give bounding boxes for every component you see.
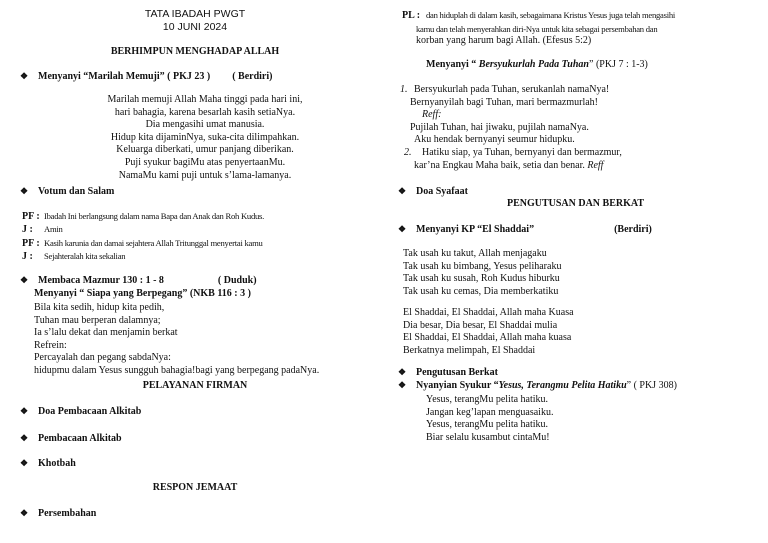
document-title: TATA IBADAH PWGT: [144, 8, 246, 20]
lyric-line: [400, 147, 622, 160]
lyric-line: NamaMu kami puji untuk s’lama-lamanya.: [118, 169, 292, 181]
song3-heading: [426, 59, 648, 72]
song2-title: Menyanyi “ Siapa yang Berpegang” (NKB 116 : 3 ): [34, 288, 251, 299]
lyric-line: Biar selalu kusambut cintaMu!: [426, 431, 550, 443]
dialog-text: Amin: [44, 224, 63, 235]
song1-heading: [20, 70, 272, 84]
diamond-bullet-icon: ❖: [20, 458, 29, 468]
verse-number: 2.: [404, 146, 412, 158]
agenda-item-doa-pembacaan: [20, 405, 141, 419]
song5-lyrics: [426, 394, 553, 444]
lyric-line: Pujilah Tuhan, hai jiwaku, pujilah namaNya.: [410, 121, 589, 133]
song5-heading: [398, 379, 677, 393]
diamond-bullet-icon: ❖: [20, 71, 29, 81]
song3-title: Bersyukurlah Pada Tuhan: [478, 59, 589, 70]
song3-prefix: Menyanyi “: [426, 59, 479, 70]
agenda-item-label: Persembahan: [38, 508, 97, 519]
lyric-line: [400, 84, 622, 97]
song1-title: Menyanyi “Marilah Memuji” ( PKJ 23 ): [38, 71, 211, 82]
agenda-item-pembacaan: [20, 432, 122, 446]
pl-line: [402, 9, 675, 23]
mazmur-posture: ( Duduk): [217, 275, 257, 286]
lyric-line: Bernyanyilah bagi Tuhan, mari bermazmurlah!: [410, 96, 599, 108]
diamond-bullet-icon: ❖: [398, 186, 407, 196]
song4-verse: [403, 248, 561, 298]
pengutusan-heading: [398, 366, 498, 380]
agenda-item-persembahan: [20, 507, 96, 521]
lyric-line: hidupmu dalam Yesus sungguh bahagia!bagi yang berpegang padaNya.: [34, 364, 320, 376]
agenda-item-label: Khotbah: [38, 458, 76, 469]
song2-lyrics: [34, 302, 319, 378]
song4-title: Menyanyi KP “El Shaddai”: [416, 224, 535, 235]
agenda-item-label: Doa Syafaat: [416, 186, 468, 197]
pl-reading: [402, 9, 675, 48]
lyric-line: Refrein:: [34, 339, 67, 351]
song1-posture: ( Berdiri): [232, 71, 273, 82]
lyric-line: Marilah memuji Allah Maha tinggi pada hari ini,: [107, 94, 303, 105]
mazmur-heading: [20, 274, 257, 288]
lyric-line: Jangan keg’lapan menguasaiku.: [426, 406, 554, 418]
section-heading-berhimpun: BERHIMPUN MENGHADAP ALLAH: [110, 46, 280, 57]
song3-suffix: ” (PKJ 7 : 1-3): [589, 59, 648, 70]
refrain-label: Reff: [587, 159, 604, 171]
song4-posture: (Berdiri): [614, 224, 652, 235]
lyric-line: Tak usah ku cemas, Dia memberkatiku: [403, 285, 559, 297]
speaker-label: J :: [22, 224, 33, 236]
lyric-line: Keluarga diberkati, umur panjang diberikan.: [116, 144, 294, 156]
diamond-bullet-icon: ❖: [20, 186, 29, 196]
section-heading-pelayanan-firman: PELAYANAN FIRMAN: [142, 380, 248, 391]
lyric-line: Bila kita sedih, hidup kita pedih,: [34, 302, 165, 313]
section-heading-respon-jemaat: RESPON JEMAAT: [152, 482, 238, 493]
refrain-label: Reff:: [422, 109, 442, 121]
lyric-line: Yesus, terangMu pelita hatiku.: [426, 419, 549, 431]
dialog-text: Sejahteralah kita sekalian: [44, 251, 126, 262]
diamond-bullet-icon: ❖: [20, 406, 29, 416]
dialog-line: [22, 223, 264, 236]
agenda-item-label: Pengutusan Berkat: [416, 367, 498, 378]
dialog-text: Ibadah Ini berlangsung dalam nama Bapa dan Anak dan Roh Kudus.: [44, 211, 265, 221]
lyric-line: Tak usah ku susah, Roh Kudus hiburku: [403, 273, 560, 285]
verse-number: 1.: [400, 84, 408, 95]
lyric-line: Dia besar, Dia besar, El Shaddai mulia: [403, 319, 558, 331]
dialog-line: [22, 210, 264, 223]
lyric-line: El Shaddai, El Shaddai, Allah maha Kuasa: [403, 307, 574, 318]
document-header: [20, 8, 370, 33]
dialog-text: Kasih karunia dan damai sejahtera Allah Tritunggal menyertai kamu: [44, 237, 263, 248]
lyric-line: Tak usah ku bimbang, Yesus peliharaku: [403, 260, 562, 272]
pl-text: dan hiduplah di dalam kasih, sebagaimana Kristus Yesus juga telah mengasihi: [426, 10, 676, 20]
lyric-line: Ia s’lalu dekat dan menjamin berkat: [34, 327, 178, 339]
diamond-bullet-icon: ❖: [398, 224, 407, 234]
lyric-line: Puji syukur bagiMu atas penyertaanMu.: [124, 156, 286, 168]
pl-text: korban yang harum bagi Allah. (Efesus 5:2): [416, 35, 592, 47]
dialog-line: [22, 250, 264, 263]
lyric-line: Yesus, terangMu pelita hatiku.: [426, 394, 549, 405]
lyric-line: Dia mengasihi umat manusia.: [145, 119, 265, 131]
agenda-item-label: Pembacaan Alkitab: [38, 433, 122, 444]
song3-lyrics: [400, 84, 622, 172]
song5-suffix: ” ( PKJ 308): [626, 380, 677, 391]
lyric-line: Aku hendak bernyanyi seumur hidupku.: [414, 134, 575, 146]
song1-lyrics: [40, 94, 370, 182]
diamond-bullet-icon: ❖: [20, 433, 29, 443]
lyric-line: El Shaddai, El Shaddai, Allah maha kuasa: [403, 332, 572, 344]
liturgy-dialog: [22, 210, 264, 264]
lyric-line: hari bahagia, karena besarlah kasih setiaNya.: [114, 106, 296, 118]
lyric-text: kar’na Engkau Maha baik, setia dan benar.: [414, 159, 585, 171]
song5-prefix: Nyanyian Syukur “: [416, 380, 499, 391]
speaker-label: PF :: [22, 211, 40, 222]
lyric-text: Bersyukurlah pada Tuhan, serukanlah namaNya!: [414, 84, 610, 95]
votum-heading: [20, 185, 114, 199]
diamond-bullet-icon: ❖: [398, 380, 407, 390]
speaker-label: J :: [22, 251, 33, 263]
agenda-item-label: Doa Pembacaan Alkitab: [38, 406, 142, 417]
speaker-label: PL :: [402, 10, 421, 21]
song4-chorus: [403, 307, 574, 357]
dialog-line: [22, 237, 264, 250]
lyric-line: Tak usah ku takut, Allah menjagaku: [403, 248, 547, 259]
document-date: 10 JUNI 2024: [162, 20, 228, 33]
diamond-bullet-icon: ❖: [20, 508, 29, 518]
lyric-text: Hatiku siap, ya Tuhan, bernyanyi dan bermazmur,: [422, 146, 622, 158]
diamond-bullet-icon: ❖: [20, 275, 29, 285]
doa-syafaat-heading: [398, 185, 468, 199]
lyric-line: [400, 160, 622, 173]
agenda-item-khotbah: [20, 457, 76, 471]
pl-text: kamu dan telah menyerahkan diri-Nya untuk kita sebagai persembahan dan: [416, 23, 658, 34]
speaker-label: PF :: [22, 237, 40, 249]
diamond-bullet-icon: ❖: [398, 367, 407, 377]
lyric-line: Berkatnya melimpah, El Shaddai: [403, 344, 536, 356]
votum-title: Votum dan Salam: [38, 186, 115, 197]
mazmur-title: Membaca Mazmur 130 : 1 - 8: [38, 275, 164, 286]
song5-title: Yesus, Terangmu Pelita Hatiku: [498, 380, 627, 391]
song4-heading: [398, 223, 652, 237]
lyric-line: Tuhan mau berperan dalamnya;: [34, 314, 161, 326]
lyric-line: Percayalah dan pegang sabdaNya:: [34, 352, 171, 364]
lyric-line: Hidup kita dijaminNya, suka-cita dilimpahkan.: [110, 131, 300, 143]
section-heading-pengutusan: PENGUTUSAN DAN BERKAT: [506, 198, 645, 209]
